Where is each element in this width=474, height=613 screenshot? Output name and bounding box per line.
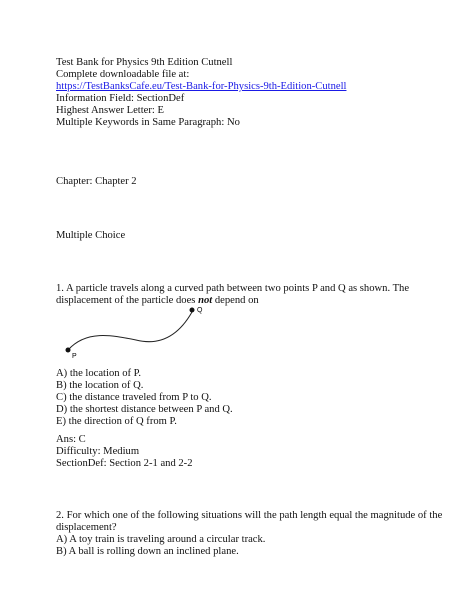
question-2-line-2: displacement? [56, 522, 117, 533]
question-2-option-b: B) A ball is rolling down an inclined plane. [56, 546, 239, 557]
question-1-text-before: displacement of the particle does [56, 295, 199, 306]
download-link[interactable]: https://TestBanksCafe.eu/Test-Bank-for-Physics-9th-Edition-Cutnell [56, 81, 347, 92]
question-1-answer: Ans: C [56, 434, 86, 445]
question-1-emphasis: not [198, 295, 213, 306]
document-title: Test Bank for Physics 9th Edition Cutnell [56, 57, 233, 68]
question-1-line-1: 1. A particle travels along a curved path between two points P and Q as shown. The [56, 283, 410, 294]
question-1-option-e: E) the direction of Q from P. [56, 416, 177, 427]
question-1-option-b: B) the location of Q. [56, 380, 144, 391]
question-2-option-a: A) A toy train is traveling around a circular track. [56, 534, 266, 545]
question-1-option-a: A) the location of P. [56, 368, 142, 379]
info-field: Information Field: SectionDef [56, 93, 185, 104]
point-q-label: Q [197, 307, 203, 314]
question-1-section-def: SectionDef: Section 2-1 and 2-2 [56, 458, 193, 469]
question-2-line-1: 2. For which one of the following situations will the path length equal the magnitude of the [56, 510, 443, 521]
keywords-line: Multiple Keywords in Same Paragraph: No [56, 117, 240, 128]
curved-path [68, 312, 192, 350]
highest-answer: Highest Answer Letter: E [56, 105, 164, 116]
point-q-dot [190, 308, 195, 313]
point-p-dot [66, 348, 71, 353]
question-1-difficulty: Difficulty: Medium [56, 446, 140, 457]
download-line: Complete downloadable file at: [56, 69, 190, 80]
path-figure [56, 300, 216, 364]
question-1-text-after: depend on [212, 295, 259, 306]
point-p-label: P [72, 353, 77, 360]
section-heading: Multiple Choice [56, 230, 126, 241]
question-1-option-d: D) the shortest distance between P and Q. [56, 404, 233, 415]
question-1-option-c: C) the distance traveled from P to Q. [56, 392, 212, 403]
chapter-heading: Chapter: Chapter 2 [56, 176, 137, 187]
